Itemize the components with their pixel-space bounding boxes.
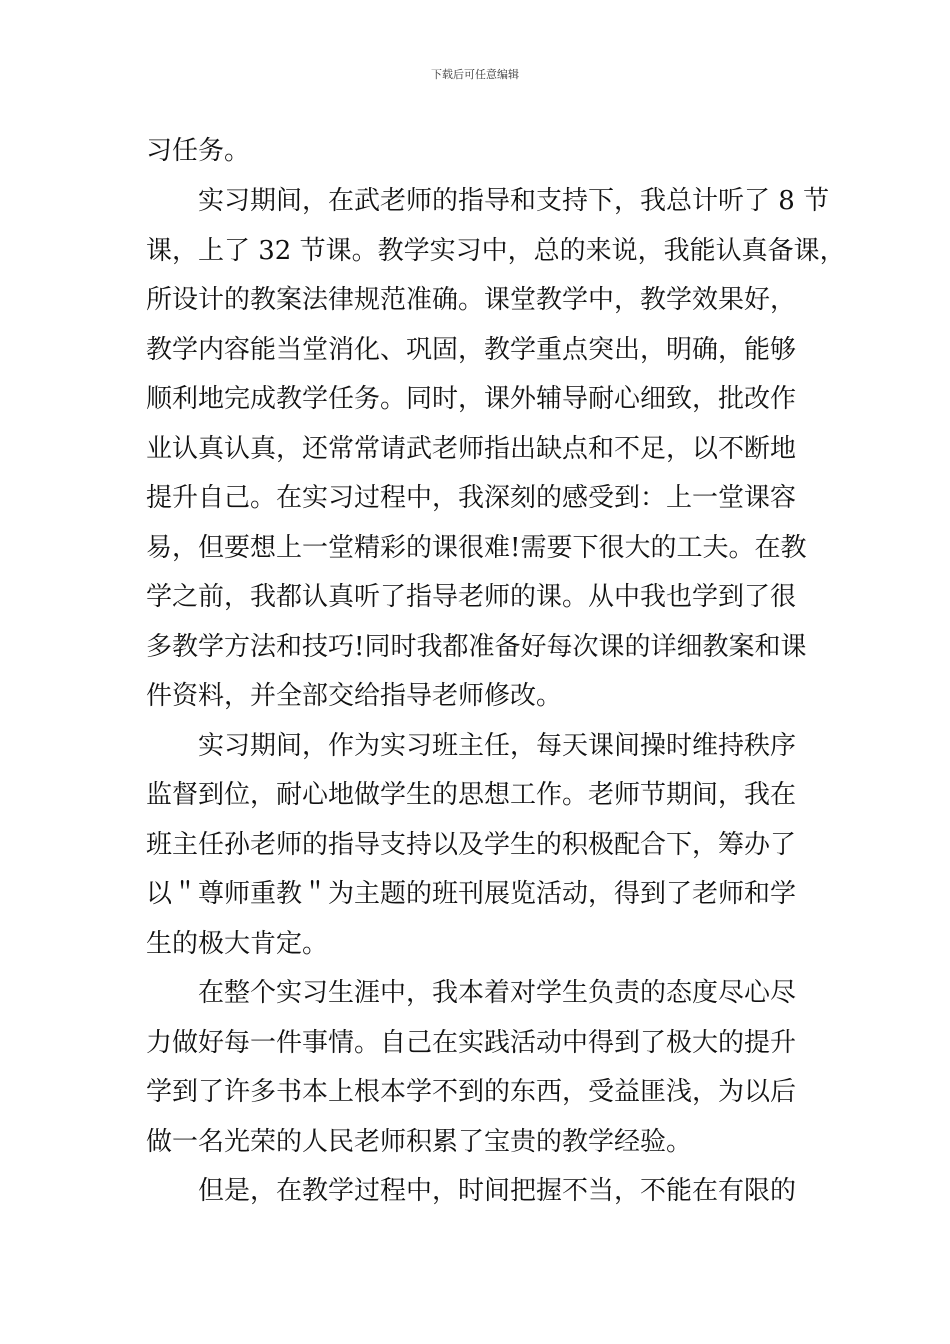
text-line: 所设计的教案法律规范准确。课堂教学中，教学效果好， bbox=[146, 285, 797, 315]
text-line: 力做好每一件事情。自己在实践活动中得到了极大的提升 bbox=[146, 1028, 797, 1058]
text-line: 习任务。 bbox=[146, 136, 251, 166]
text-line: 实习期间，在武老师的指导和支持下，我总计听了 8 节 bbox=[146, 186, 830, 216]
page-header: 下载后可任意编辑 bbox=[431, 68, 519, 81]
text-line: 但是，在教学过程中，时间把握不当，不能在有限的 bbox=[146, 1176, 797, 1206]
text-line: 做一名光荣的人民老师积累了宝贵的教学经验。 bbox=[146, 1127, 693, 1157]
text-line: 以＂尊师重教＂为主题的班刊展览活动，得到了老师和学 bbox=[146, 879, 797, 909]
text-line: 教学内容能当堂消化、巩固，教学重点突出，明确，能够 bbox=[146, 335, 797, 365]
text-line: 件资料，并全部交给指导老师修改。 bbox=[146, 681, 563, 711]
text-line: 多教学方法和技巧!同时我都准备好每次课的详细教案和课 bbox=[146, 632, 807, 662]
text-line: 顺利地完成教学任务。同时，课外辅导耐心细致，批改作 bbox=[146, 384, 797, 414]
text-line: 实习期间，作为实习班主任，每天课间操时维持秩序 bbox=[146, 731, 797, 761]
text-line: 班主任孙老师的指导支持以及学生的积极配合下，筹办了 bbox=[146, 830, 797, 860]
text-line: 提升自己。在实习过程中，我深刻的感受到：上一堂课容 bbox=[146, 483, 797, 513]
text-line: 监督到位，耐心地做学生的思想工作。老师节期间，我在 bbox=[146, 780, 797, 810]
text-line: 生的极大肯定。 bbox=[146, 929, 329, 959]
text-line: 业认真认真，还常常请武老师指出缺点和不足，以不断地 bbox=[146, 434, 797, 464]
text-line: 在整个实习生涯中，我本着对学生负责的态度尽心尽 bbox=[146, 978, 797, 1008]
text-line: 课，上了 32 节课。教学实习中，总的来说，我能认真备课， bbox=[146, 236, 846, 266]
text-line: 易，但要想上一堂精彩的课很难!需要下很大的工夫。在教 bbox=[146, 533, 807, 563]
text-line: 学到了许多书本上根本学不到的东西，受益匪浅，为以后 bbox=[146, 1077, 797, 1107]
text-line: 学之前，我都认真听了指导老师的课。从中我也学到了很 bbox=[146, 582, 797, 612]
